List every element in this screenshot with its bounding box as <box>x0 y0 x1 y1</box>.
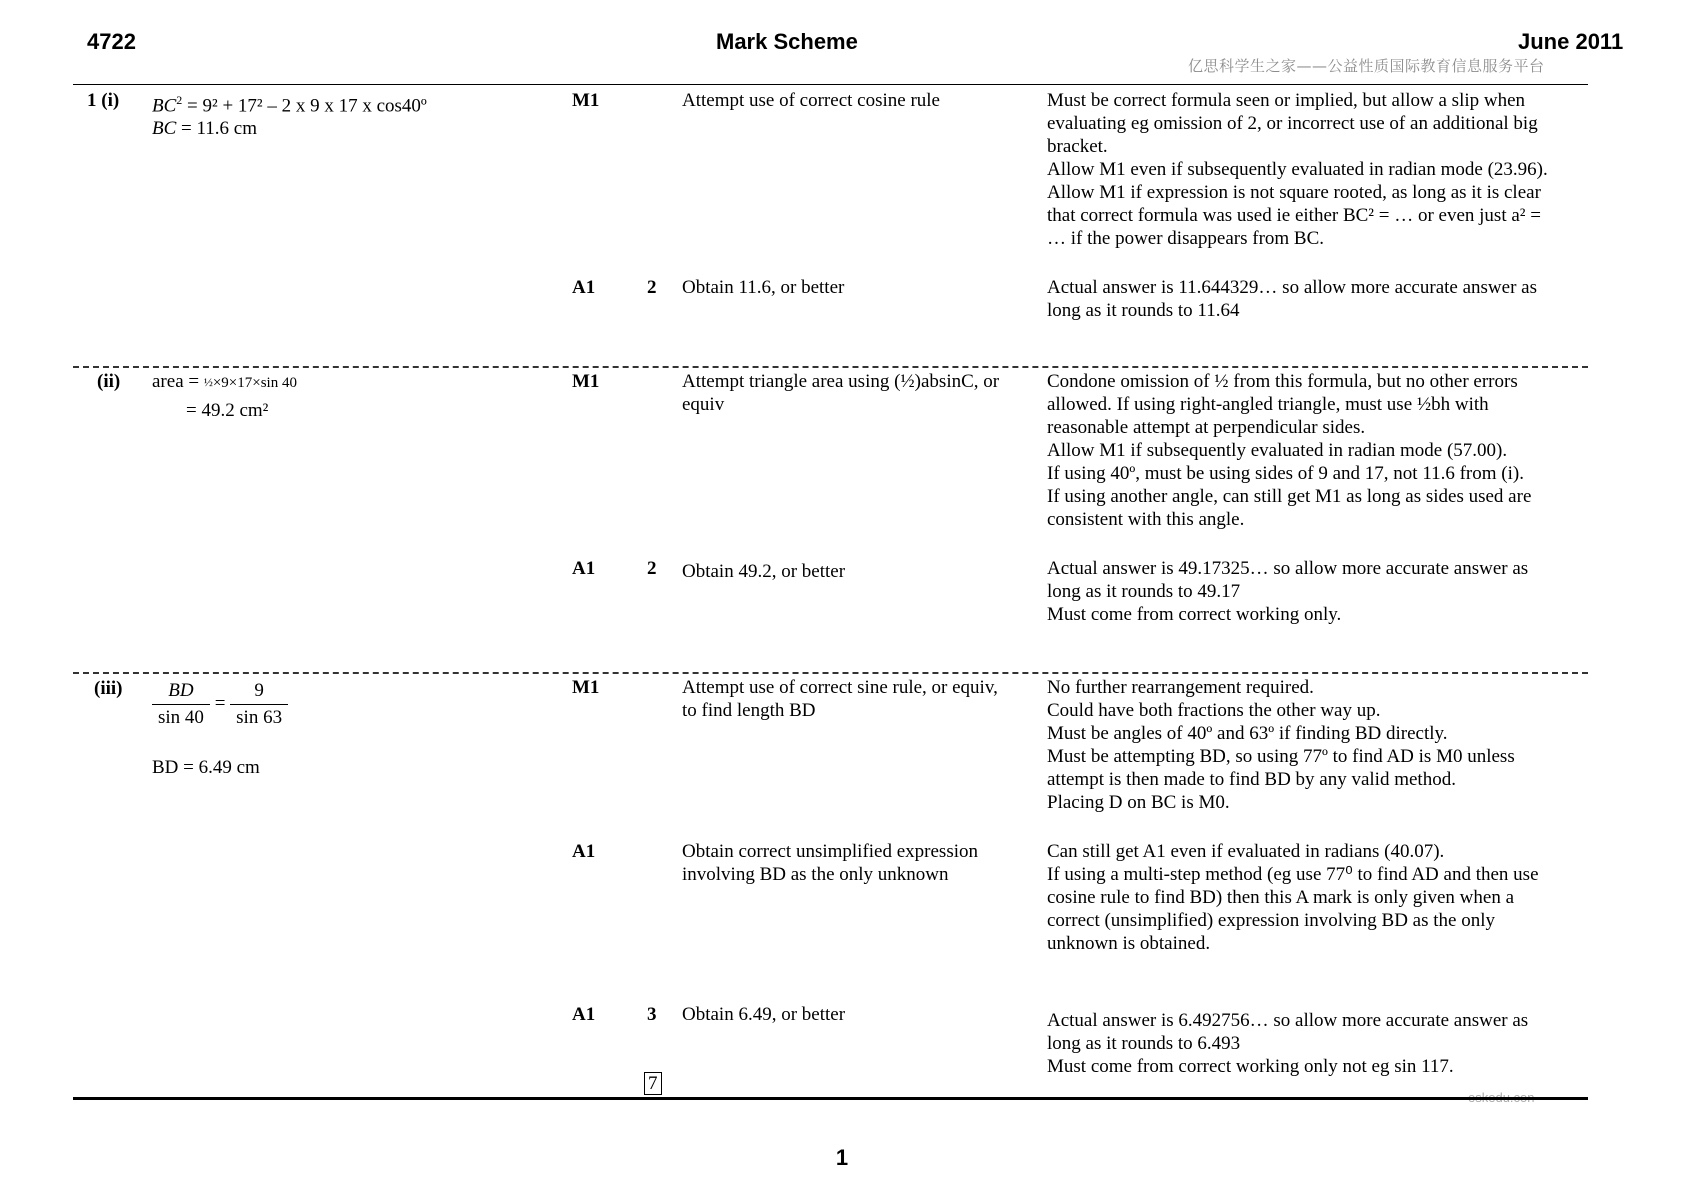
question-total: 7 <box>644 1072 662 1095</box>
mark-description: Obtain 6.49, or better <box>682 1004 846 1025</box>
fraction: $\frac{BD}{\sin 40}$ <box>152 678 210 731</box>
footer-rule <box>73 1097 1588 1100</box>
answer-var: BC <box>152 118 177 140</box>
answer-result: BD = 6.49 cm <box>152 757 260 778</box>
mark-total: 2 <box>647 277 657 298</box>
fraction: $\frac{9}{\sin 63}$ <box>230 678 288 731</box>
guidance-notes: Actual answer is 49.17325… so allow more accurate answer as long as it rounds to 49.17 Must come from correct working only. <box>1047 558 1529 625</box>
guidance-notes: Condone omission of ½ from this formula, but no other errors allowed. If using right-angled triangle, must use ½bh with reasonable attempt at perpendicular sides. Allow M1 if subsequently evaluated in radian mode (57.00). If using 40º, must be using sides of 9 and 17, not 11.6 from (i). If using another angle, can still get M1 as long as sides used are consistent with this angle. <box>1047 371 1532 530</box>
mark-description: Attempt triangle area using (½)absinC, or equiv <box>682 371 1000 415</box>
guidance-notes: Can still get A1 even if evaluated in radians (40.07). If using a multi-step method (eg use 77⁰ to find AD and then use cosine rule to find BD) then this A mark is only given when a correct (unsimplified) expression involving BD as the only unknown is obtained. <box>1047 841 1539 954</box>
answer-working: area = ½×9×17×sin 40 = 49.2 cm² <box>152 371 297 421</box>
mark-description: Obtain correct unsimplified expression involving BD as the only unknown <box>682 841 979 885</box>
guidance-notes: No further rearrangement required. Could have both fractions the other way up. Must be angles of 40º and 63º if finding BD directly. Must be attempting BD, so using 77º to find AD is M0 unless attempt is then made to find BD by any valid method. Placing D on BC is M0. <box>1047 677 1515 813</box>
mark-code: M1 <box>572 90 600 111</box>
header-watermark: 亿思科学生之家——公益性质国际教育信息服务平台 <box>1188 57 1545 75</box>
mark-code: A1 <box>572 558 596 579</box>
mark-total: 3 <box>647 1004 657 1025</box>
section-divider <box>73 672 1588 674</box>
answer-working: $BC^2 = 9^2 + 17^2 - 2$ x 9 x 17 x cos40º BC = 11.6 cm <box>152 93 427 140</box>
answer-expression: = 9² + 17² – 2 x 9 x 17 x cos40º <box>187 95 427 117</box>
answer-working: $\frac{BD}{\sin 40}$ = $\frac{9}{\sin 63}$ <box>152 678 288 731</box>
footer-watermark: eskedu.con <box>1468 1090 1535 1105</box>
guidance-notes: Must be correct formula seen or implied, but allow a slip when evaluating eg omission of 2, or incorrect use of an additional big bracket. Allow M1 even if subsequently evaluated in radian mode (23.96). Allow M1 if expression is not square rooted, as long as it is clear that correct formula was used ie either BC² = … or even just a² = … if the power disappears from BC. <box>1047 90 1548 249</box>
exam-date: June 2011 <box>1518 29 1624 54</box>
answer-result: = 11.6 cm <box>181 118 258 140</box>
mark-description: Attempt use of correct cosine rule <box>682 90 940 111</box>
question-label: (ii) <box>97 371 121 392</box>
answer-var: BC <box>152 95 177 117</box>
mark-description: Obtain 11.6, or better <box>682 277 845 298</box>
document-title: Mark Scheme <box>716 29 858 54</box>
question-label: 1 (i) <box>87 90 120 111</box>
paper-code: 4722 <box>87 29 136 54</box>
guidance-notes: Actual answer is 6.492756… so allow more accurate answer as long as it rounds to 6.493 Must come from correct working only not eg sin 117. <box>1047 1010 1529 1077</box>
header-rule <box>73 84 1588 85</box>
mark-description: Attempt use of correct sine rule, or equiv, to find length BD <box>682 677 998 721</box>
section-divider <box>73 366 1588 368</box>
mark-code: A1 <box>572 277 596 298</box>
page-number: 1 <box>835 1145 849 1170</box>
mark-total: 2 <box>647 558 657 579</box>
mark-code: A1 <box>572 841 596 862</box>
question-label: (iii) <box>94 678 123 699</box>
answer-result: = 49.2 cm² <box>186 400 269 421</box>
mark-description: Obtain 49.2, or better <box>682 561 846 582</box>
guidance-notes: Actual answer is 11.644329… so allow more accurate answer as long as it rounds to 11.64 <box>1047 277 1537 321</box>
mark-code: M1 <box>572 371 600 392</box>
mark-code: A1 <box>572 1004 596 1025</box>
mark-code: M1 <box>572 677 600 698</box>
